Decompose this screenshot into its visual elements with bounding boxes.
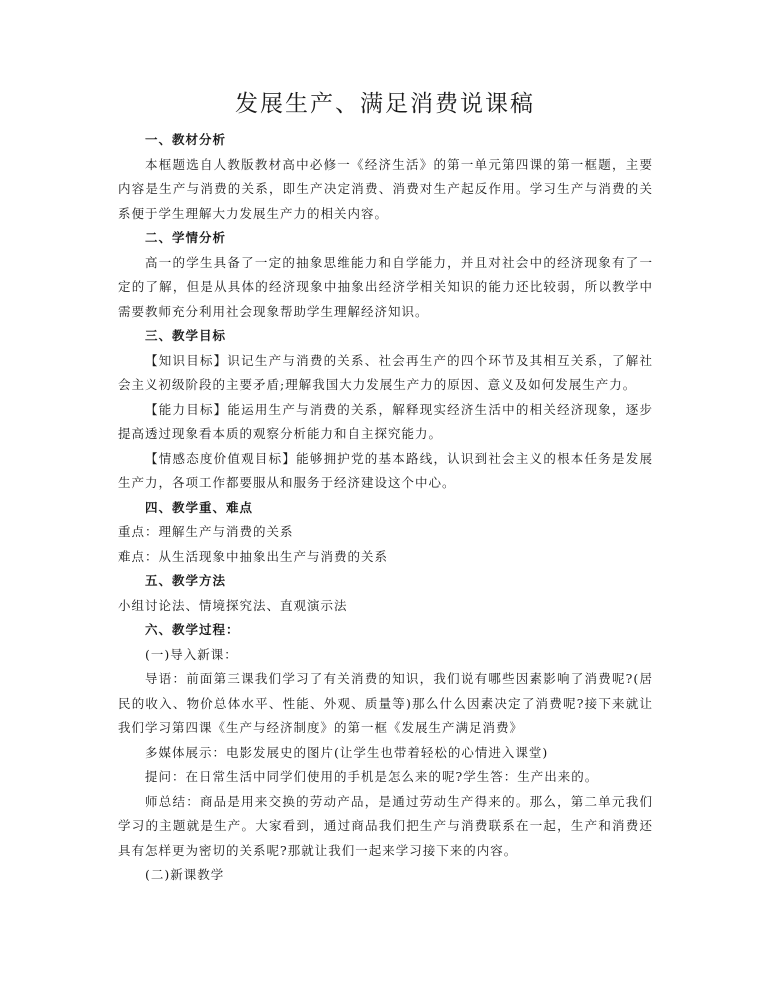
paragraph-difficult-point: 难点：从生活现象中抽象出生产与消费的关系: [118, 548, 389, 564]
document-title: 发展生产、满足消费说课稿: [235, 91, 535, 117]
paragraph-teaching-methods: 小组讨论法、情境探究法、直观演示法: [118, 597, 348, 613]
paragraph-intro-speech: 导语：前面第三课我们学习了有关消费的知识，我们说有哪些因素影响了消费呢?(居民的收入、物价总体水平、性能、外观、质量等)那么什么因素决定了消费呢?接下来就让我们学习第四课《生产与经济制度》的第一框《发展生产满足消费》: [118, 671, 653, 735]
paragraph-knowledge-goal: 【知识目标】识记生产与消费的关系、社会再生产的四个环节及其相互关系，了解社会主义初级阶段的主要矛盾;理解我国大力发展生产力的原因、意义及如何发展生产力。: [118, 352, 653, 392]
subheading-lesson-intro: (一)导入新课：: [145, 646, 238, 662]
section-heading-student-analysis: 二、学情分析: [145, 230, 227, 245]
section-heading-key-points: 四、教学重、难点: [145, 499, 254, 515]
paragraph-ability-goal: 【能力目标】能运用生产与消费的关系，解释现实经济生活中的相关经济现象，逐步提高透过现象看本质的观察分析能力和自主探究能力。: [118, 401, 653, 441]
paragraph-key-point: 重点：理解生产与消费的关系: [118, 524, 294, 539]
section-heading-teaching-methods: 五、教学方法: [145, 573, 227, 588]
section-heading-material-analysis: 一、教材分析: [145, 132, 227, 147]
document-body: [118, 128, 653, 888]
section-heading-teaching-goals: 三、教学目标: [145, 328, 227, 343]
section-heading-teaching-process: 六、教学过程：: [145, 622, 240, 637]
paragraph-teacher-summary: 师总结：商品是用来交换的劳动产品，是通过劳动生产得来的。那么，第二单元我们学习的主题就是生产。大家看到，通过商品我们把生产与消费联系在一起，生产和消费还具有怎样更为密切的关系呢?那就让我们一起来学习接下来的内容。: [118, 793, 653, 858]
paragraph-emotion-goal: 【情感态度价值观目标】能够拥护党的基本路线，认识到社会主义的根本任务是发展生产力，各项工作都要服从和服务于经济建设这个中心。: [118, 450, 653, 490]
paragraph-question: 提问：在日常生活中同学们使用的手机是怎么来的呢?学生答：生产出来的。: [145, 769, 599, 784]
paragraph-multimedia: 多媒体展示：电影发展史的图片(让学生也带着轻松的心情进入课堂): [145, 744, 549, 760]
paragraph-material-analysis: 本框题选自人教版教材高中必修一《经济生活》的第一单元第四课的第一框题，主要内容是生产与消费的关系，即生产决定消费、消费对生产起反作用。学习生产与消费的关系便于学生理解大力发展生产力的相关内容。: [118, 156, 653, 221]
paragraph-student-analysis: 高一的学生具备了一定的抽象思维能力和自学能力，并且对社会中的经济现象有了一定的了解，但是从具体的经济现象中抽象出经济学相关知识的能力还比较弱，所以教学中需要教师充分利用社会现象帮助学生理解经济知识。: [118, 254, 653, 319]
subheading-new-lesson: (二)新课教学: [145, 867, 225, 882]
